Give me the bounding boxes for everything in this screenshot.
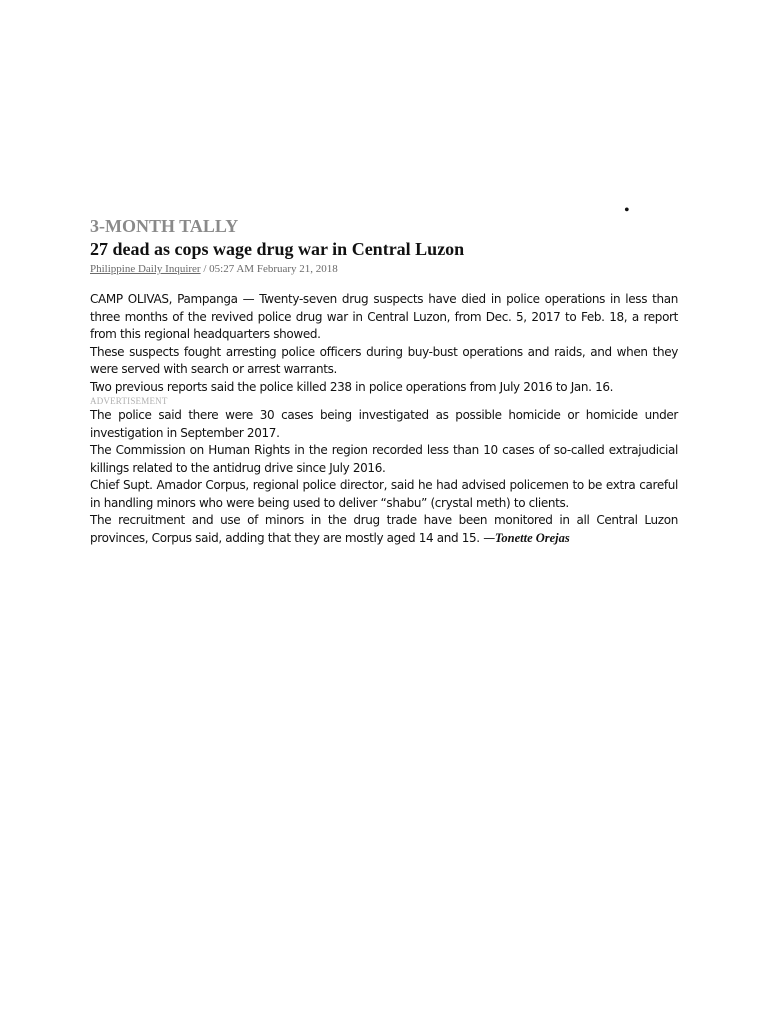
- article-headline: 27 dead as cops wage drug war in Central Luzon: [90, 239, 465, 259]
- paragraph: [90, 512, 678, 547]
- paragraph: Chief Supt. Amador Corpus, regional police director, said he had advised policemen to be extra careful in handling minors who were being used to deliver “shabu” (crystal meth) to clients.: [90, 478, 678, 510]
- final-paragraph-text: The recruitment and use of minors in the drug trade have been monitored in all Central Luzon provinces, Corpus said, adding that they are mostly aged 14 and 15. —: [90, 513, 678, 545]
- byline-datetime: 05:27 AM February 21, 2018: [209, 263, 338, 275]
- byline-separator: /: [200, 263, 210, 275]
- paragraph: The Commission on Human Rights in the region recorded less than 10 cases of so-called extrajudicial killings related to the antidrug drive since July 2016.: [90, 443, 678, 475]
- bullet-dot: •: [624, 202, 630, 219]
- article-kicker: 3-MONTH TALLY: [90, 216, 239, 236]
- article-author: Tonette Orejas: [494, 530, 570, 545]
- article: [90, 214, 678, 547]
- paragraph: The police said there were 30 cases being investigated as possible homicide or homicide under investigation in September 2017.: [90, 408, 678, 440]
- advertisement-label: ADVERTISEMENT: [90, 396, 168, 406]
- source-link[interactable]: Philippine Daily Inquirer: [90, 263, 201, 275]
- paragraph: These suspects fought arresting police officers during buy-bust operations and raids, and when they were served with search or arrest warrants.: [90, 344, 678, 376]
- article-byline: [90, 262, 678, 276]
- article-body: [90, 291, 678, 547]
- paragraph: Two previous reports said the police killed 238 in police operations from July 2016 to Jan. 16.: [90, 379, 614, 394]
- paragraph: CAMP OLIVAS, Pampanga — Twenty-seven drug suspects have died in police operations in less than three months of the revived police drug war in Central Luzon, from Dec. 5, 2017 to Feb. 18, a report from this regional headquarters showed.: [90, 292, 678, 341]
